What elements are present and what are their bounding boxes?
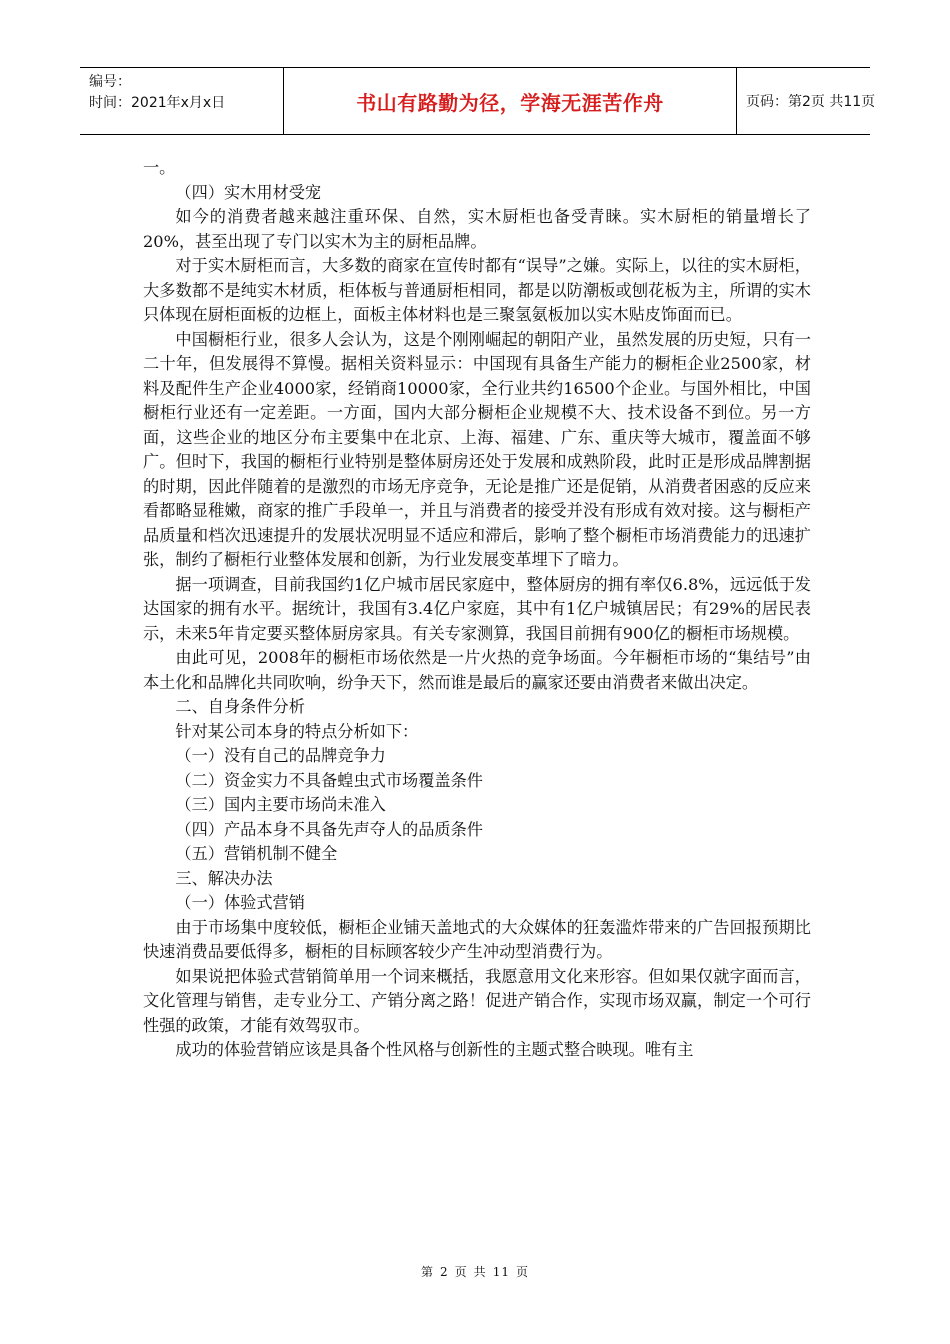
footer-total-pages: 11 bbox=[492, 1265, 510, 1279]
page-footer bbox=[0, 1263, 950, 1280]
paragraph: 对于实木厨柜而言，大多数的商家在宣传时都有“误导”之嫌。实际上，以往的实木厨柜，大多数都不是纯实木材质，柜体板与普通厨柜相同，都是以防潮板或刨花板为主，所谓的实木只体现在厨柜面板的边框上，面板主体材料也是三聚氢氨板加以实木贴皮饰面而已。 bbox=[143, 256, 811, 324]
section-heading: 二、自身条件分析 bbox=[175, 697, 305, 716]
document-number-label: 编号： bbox=[89, 74, 131, 90]
paragraph: 如今的消费者越来越注重环保、自然，实木厨柜也备受青睐。实木厨柜的销量增长了20%，甚至出现了专门以实木为主的厨柜品牌。 bbox=[143, 207, 811, 251]
paragraph: 成功的体验营销应该是具备个性风格与创新性的主题式整合映现。唯有主 bbox=[175, 1040, 694, 1059]
list-item: （五）营销机制不健全 bbox=[175, 844, 338, 863]
document-body bbox=[143, 156, 811, 1063]
footer-gong: 共 bbox=[473, 1265, 487, 1279]
footer-ye2: 页 bbox=[515, 1265, 529, 1279]
header-motto-cell bbox=[283, 68, 737, 134]
section-heading: （一）体验式营销 bbox=[175, 893, 305, 912]
header-page-number: 页码：第2页 共11页 bbox=[746, 94, 876, 110]
page-header bbox=[80, 67, 876, 135]
list-item: （一）没有自己的品牌竞争力 bbox=[175, 746, 386, 765]
header-motto: 书山有路勤为径，学海无涯苦作舟 bbox=[356, 90, 664, 115]
list-item: （二）资金实力不具备蝗虫式市场覆盖条件 bbox=[175, 770, 483, 790]
list-item: （四）产品本身不具备先声夺人的品质条件 bbox=[175, 819, 483, 839]
paragraph: 由于市场集中度较低，橱柜企业铺天盖地式的大众媒体的狂轰滥炸带来的广告回报预期比快速消费品要低得多，橱柜的目标顾客较少产生冲动型消费行为。 bbox=[143, 917, 811, 961]
paragraph: 针对某公司本身的特点分析如下： bbox=[175, 721, 419, 741]
footer-ye: 页 bbox=[454, 1265, 468, 1279]
footer-di: 第 bbox=[421, 1265, 435, 1279]
header-meta bbox=[80, 68, 283, 134]
list-item: （三）国内主要市场尚未准入 bbox=[175, 795, 386, 814]
section-heading: （四）实木用材受宠 bbox=[175, 182, 322, 202]
section-heading: 三、解决办法 bbox=[175, 868, 273, 888]
footer-page-number: 2 bbox=[440, 1265, 449, 1279]
document-date-label: 时间：2021年x月x日 bbox=[89, 95, 226, 111]
paragraph: 如果说把体验式营销简单用一个词来概括，我愿意用文化来形容。但如果仅就字面而言，文化管理与销售，走专业分工、产销分离之路！促进产销合作，实现市场双赢，制定一个可行性强的政策，才能有效驾驭市。 bbox=[143, 966, 811, 1035]
paragraph-continuation: 一。 bbox=[143, 158, 176, 177]
paragraph: 据一项调查，目前我国约1亿户城市居民家庭中，整体厨房的拥有率仅6.8%，远远低于发达国家的拥有水平。据统计，我国有3.4亿户家庭，其中有1亿户城镇居民；有29%的居民表示，未来5年肯定要买整体厨房家具。有关专家测算，我国目前拥有900亿的橱柜市场规模。 bbox=[143, 574, 811, 643]
paragraph: 由此可见，2008年的橱柜市场依然是一片火热的竞争场面。今年橱柜市场的“集结号”由本土化和品牌化共同吹响，纷争天下，然而谁是最后的赢家还要由消费者来做出决定。 bbox=[143, 648, 811, 692]
paragraph: 中国橱柜行业，很多人会认为，这是个刚刚崛起的朝阳产业，虽然发展的历史短，只有一二十年，但发展得不算慢。据相关资料显示：中国现有具备生产能力的橱柜企业2500家，材料及配件生产企业4000家，经销商10000家，全行业共约16500个企业。与国外相比，中国橱柜行业还有一定差距。一方面，国内大部分橱柜企业规模不大、技术设备不到位。另一方面，这些企业的地区分布主要集中在北京、上海、福建、广东、重庆等大城市，覆盖面不够广。但时下，我国的橱柜行业特别是整体厨房还处于发展和成熟阶段，此时正是形成品牌割据的时期，因此伴随着的是激烈的市场无序竞争，无论是推广还是促销，从消费者困惑的反应来看都略显稚嫩，商家的推广手段单一，并且与消费者的接受并没有形成有效对接。这与橱柜产品质量和档次迅速提升的发展状况明显不适应和滞后，影响了整个橱柜市场消费能力的迅速扩张，制约了橱柜行业整体发展和创新，为行业发展变革埋下了暗力。 bbox=[143, 329, 811, 569]
